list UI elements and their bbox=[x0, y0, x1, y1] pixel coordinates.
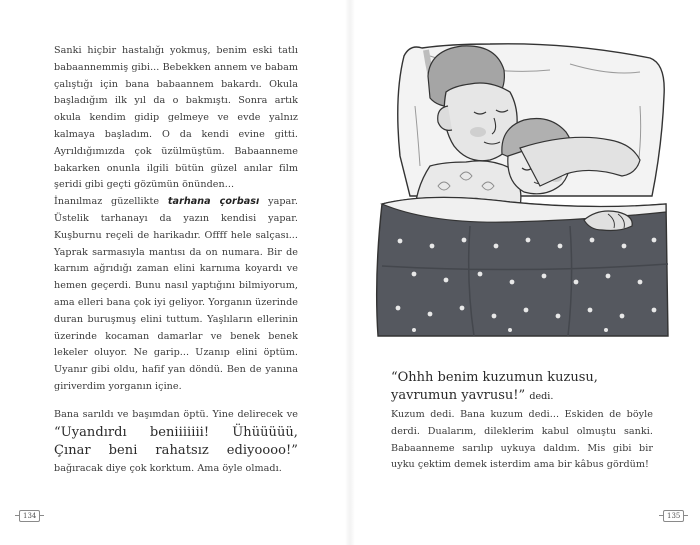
paragraph-2 bbox=[54, 194, 298, 396]
page-number-right: 135 bbox=[663, 510, 684, 522]
quote-text: “Ohhh benim kuzumun kuzusu, yavrumun yavrusu!” bbox=[391, 370, 598, 403]
right-page-quote bbox=[391, 369, 653, 406]
left-page-text bbox=[54, 43, 298, 478]
grandmother-cheek bbox=[470, 127, 486, 137]
sleeping-illustration bbox=[370, 36, 675, 338]
page-number-left: 134 bbox=[19, 510, 40, 522]
shout-quote: “Uyandırdı beniiiiiii! Ühüüüüü, Çınar beni rahatsız ediyoooo!” bbox=[54, 424, 298, 459]
tarhana-corbasi-highlight: tarhana çorbası bbox=[167, 196, 260, 208]
paragraph-2-after: yapar. Üstelik tarhanayı da yazın kendisi yapar. Kuşburnu reçeli de harikadır. Offff hele salçası... Yaprak sarmasıyla mantısı da on numara. Bir de karnım ağrıdığı zaman elini karnıma koyardı ve hemen geçerdi. Bunu nasıl yaptığını bilmiyorum, ama elleri bana çok iyi geliyor. Yorganın üzerinde duran buruşmuş elini tuttum. Yaşlıların ellerinin üzerinde kocaman damarlar ve benek benek lekeler oluyor. Ne garip... Uzanıp elini öptüm. Uyanır gibi oldu, hafif yan döndü. Ben de yanına giriverdim yorganın içine. bbox=[54, 196, 298, 392]
quote-tag: dedi. bbox=[529, 391, 554, 402]
paragraph-2-before: İnanılmaz güzellikte bbox=[54, 196, 160, 208]
paragraph-3-intro: Bana sarıldı ve başımdan öptü. Yine delirecek ve bbox=[54, 408, 298, 420]
paragraph-3-after: bağıracak diye çok korktum. Ama öyle olmadı. bbox=[54, 463, 282, 475]
right-paragraph: Kuzum dedi. Bana kuzum dedi... Eskiden de böyle derdi. Dualarım, dileklerim kabul olmuştu sanki. Babaanneme sarılıp uykuya daldım. Mis gibi bir uyku çektim demek isterdim ama bir kâbus gördüm! bbox=[391, 409, 653, 471]
paragraph-1: Sanki hiçbir hastalığı yokmuş, benim eski tatlı babaannemmiş gibi... Bebekken annem ve babam çalıştığı için bana babaannem bakardı. Okula başladığım ilk yıl da o bakmıştı. Sonra artık okula kendim gidip gelmeye ve evde yalnız kalmaya başladım. O da kendi evine gitti. Ayrıldığımızda çok üzülmüştüm. Babaanneme bakarken onunla ilgili bütün güzel anılar film şeridi gibi geçti gözümün önünden... bbox=[54, 45, 298, 191]
paragraph-3 bbox=[54, 407, 298, 478]
right-page-text bbox=[391, 407, 653, 474]
